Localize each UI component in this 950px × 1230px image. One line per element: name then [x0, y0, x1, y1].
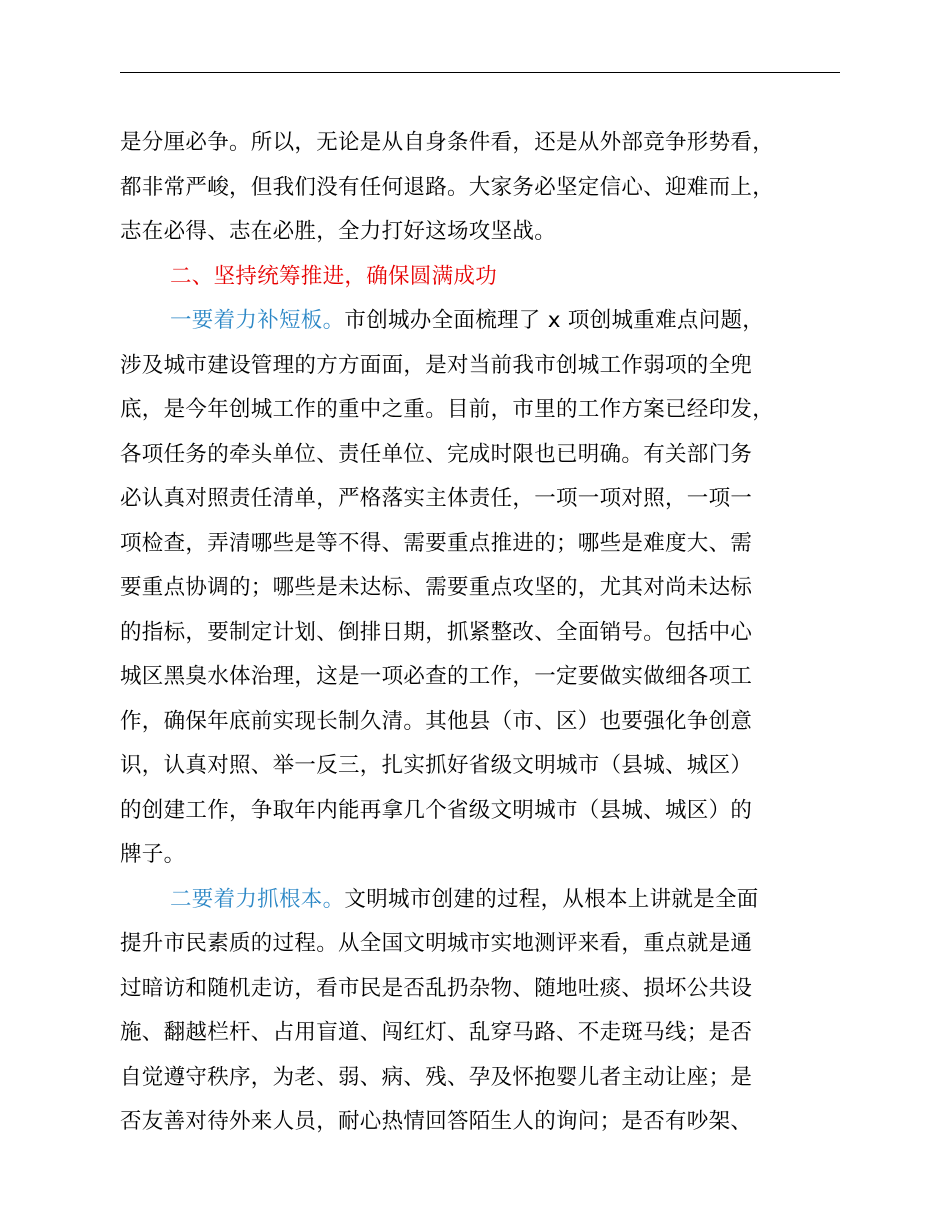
body-line: 是分厘必争。所以，无论是从自身条件看，还是从外部竞争形势看， [120, 130, 775, 155]
body-line: 涉及城市建设管理的方方面面，是对当前我市创城工作弱项的全兜 [120, 352, 753, 378]
body-line: 否友善对待外来人员，耐心热情回答陌生人的询问；是否有吵架、 [120, 1109, 753, 1134]
body-line: 自觉遵守秩序，为老、弱、病、残、孕及怀抱婴儿者主动让座；是 [120, 1064, 753, 1090]
paragraph-lead: 一要着力补短板。 [170, 308, 345, 333]
body-line: 的指标，要制定计划、倒排日期，抓紧整改、全面销号。包括中心 [120, 619, 753, 645]
section-heading: 二、坚持统筹推进，确保圆满成功 [170, 263, 498, 289]
body-line: 识，认真对照、举一反三，扎实抓好省级文明城市（县城、城区） [120, 753, 753, 778]
body-line: 必认真对照责任清单，严格落实主体责任，一项一项对照，一项一 [120, 486, 753, 511]
body-line: 底，是今年创城工作的重中之重。目前，市里的工作方案已经印发， [120, 397, 775, 422]
body-line: 要重点协调的；哪些是未达标、需要重点攻坚的，尤其对尚未达标 [120, 575, 753, 600]
body-line: 作，确保年底前实现长制久清。其他县（市、区）也要强化争创意 [120, 708, 753, 734]
body-line: 都非常严峻，但我们没有任何退路。大家务必坚定信心、迎难而上， [120, 174, 775, 200]
paragraph-lead: 二要着力抓根本。 [170, 886, 345, 912]
body-line: 城区黑臭水体治理，这是一项必查的工作，一定要做实做细各项工 [120, 664, 753, 689]
document-body [120, 121, 846, 1145]
body-line: 的创建工作，争取年内能再拿几个省级文明城市（县城、城区）的 [120, 797, 753, 823]
body-line: 提升市民素质的过程。从全国文明城市实地测评来看，重点就是通 [120, 931, 753, 956]
body-line: 过暗访和随机走访，看市民是否乱扔杂物、随地吐痰、损坏公共设 [120, 975, 753, 1001]
body-line: 牌子。 [120, 842, 186, 867]
body-line: 志在必得、志在必胜，全力打好这场攻坚战。 [120, 219, 557, 244]
body-line: 各项任务的牵头单位、责任单位、完成时限也已明确。有关部门务 [120, 441, 753, 467]
body-line: 项检查，弄清哪些是等不得、需要重点推进的；哪些是难度大、需 [120, 530, 753, 556]
body-line: 施、翻越栏杆、占用盲道、闯红灯、乱穿马路、不走斑马线；是否 [120, 1020, 753, 1045]
body-text: 市创城办全面梳理了 x 项创城重难点问题， [344, 308, 765, 333]
body-text: 文明城市创建的过程，从根本上讲就是全面 [344, 886, 759, 912]
paragraph-first-line [120, 299, 846, 344]
header-rule [120, 72, 840, 73]
paragraph-first-line [120, 878, 846, 923]
